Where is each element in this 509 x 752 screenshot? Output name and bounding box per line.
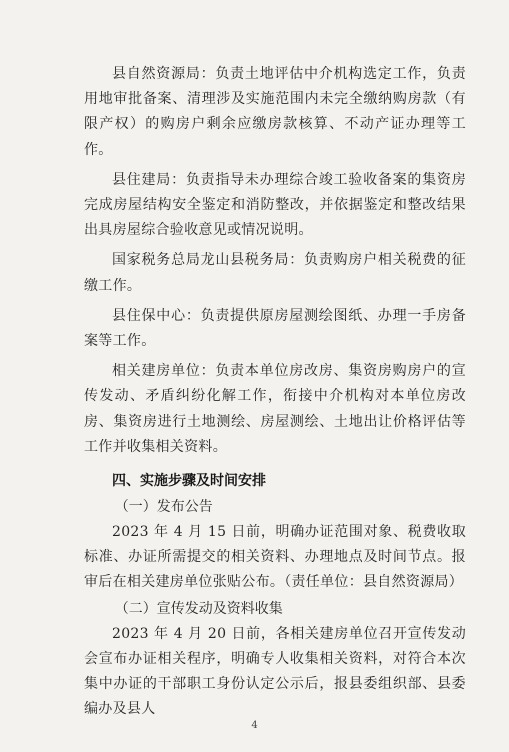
step-2-text: 2023 年 4 月 20 日前，各相关建房单位召开宣传发动会宣布办证相关程序，明确专人收集相关资料，对符合本次集中办证的干部职工身份认定公示后，报县委组织部、县委编办及县人 xyxy=(84,625,466,718)
paragraph-housing-bureau: 县住建局：负责指导未办理综合竣工验收备案的集资房完成房屋结构安全鉴定和消防整改，并依据鉴定和整改结果出具房屋综合验收意见或情况说明。 xyxy=(84,171,466,239)
paragraph-natural-resources: 县自然资源局：负责土地评估中介机构选定工作，负责用地审批备案、清理涉及实施范围内未完全缴纳购房款（有限产权）的购房户剩余应缴房款核算、不动产证办理等工作。 xyxy=(84,66,466,158)
paragraph-housing-center: 县住保中心：负责提供原房屋测绘图纸、办理一手房备案等工作。 xyxy=(84,307,466,350)
paragraph-tax-bureau: 国家税务总局龙山县税务局：负责购房户相关税费的征缴工作。 xyxy=(84,252,466,294)
step-1-title: （一）发布公告 xyxy=(114,499,213,516)
page-number: 4 xyxy=(251,720,258,731)
section-heading: 四、实施步骤及时间安排 xyxy=(112,473,266,490)
paragraph-building-units: 相关建房单位：负责本单位房改房、集资房购房户的宣传发动、矛盾纠纷化解工作，衔接中介机构对本单位房改房、集资房进行土地测绘、房屋测绘、土地出让价格评估等工作并收集相关资料。 xyxy=(84,363,466,455)
document-body xyxy=(84,62,466,722)
step-1-text: 2023 年 4 月 15 日前，明确办证范围对象、税费收取标准、办证所需提交的相关资料、办理地点及时间节点。报审后在相关建房单位张贴公布。（责任单位：县自然资源局） xyxy=(84,524,466,591)
step-2-title: （二）宣传发动及资料收集 xyxy=(114,600,283,617)
